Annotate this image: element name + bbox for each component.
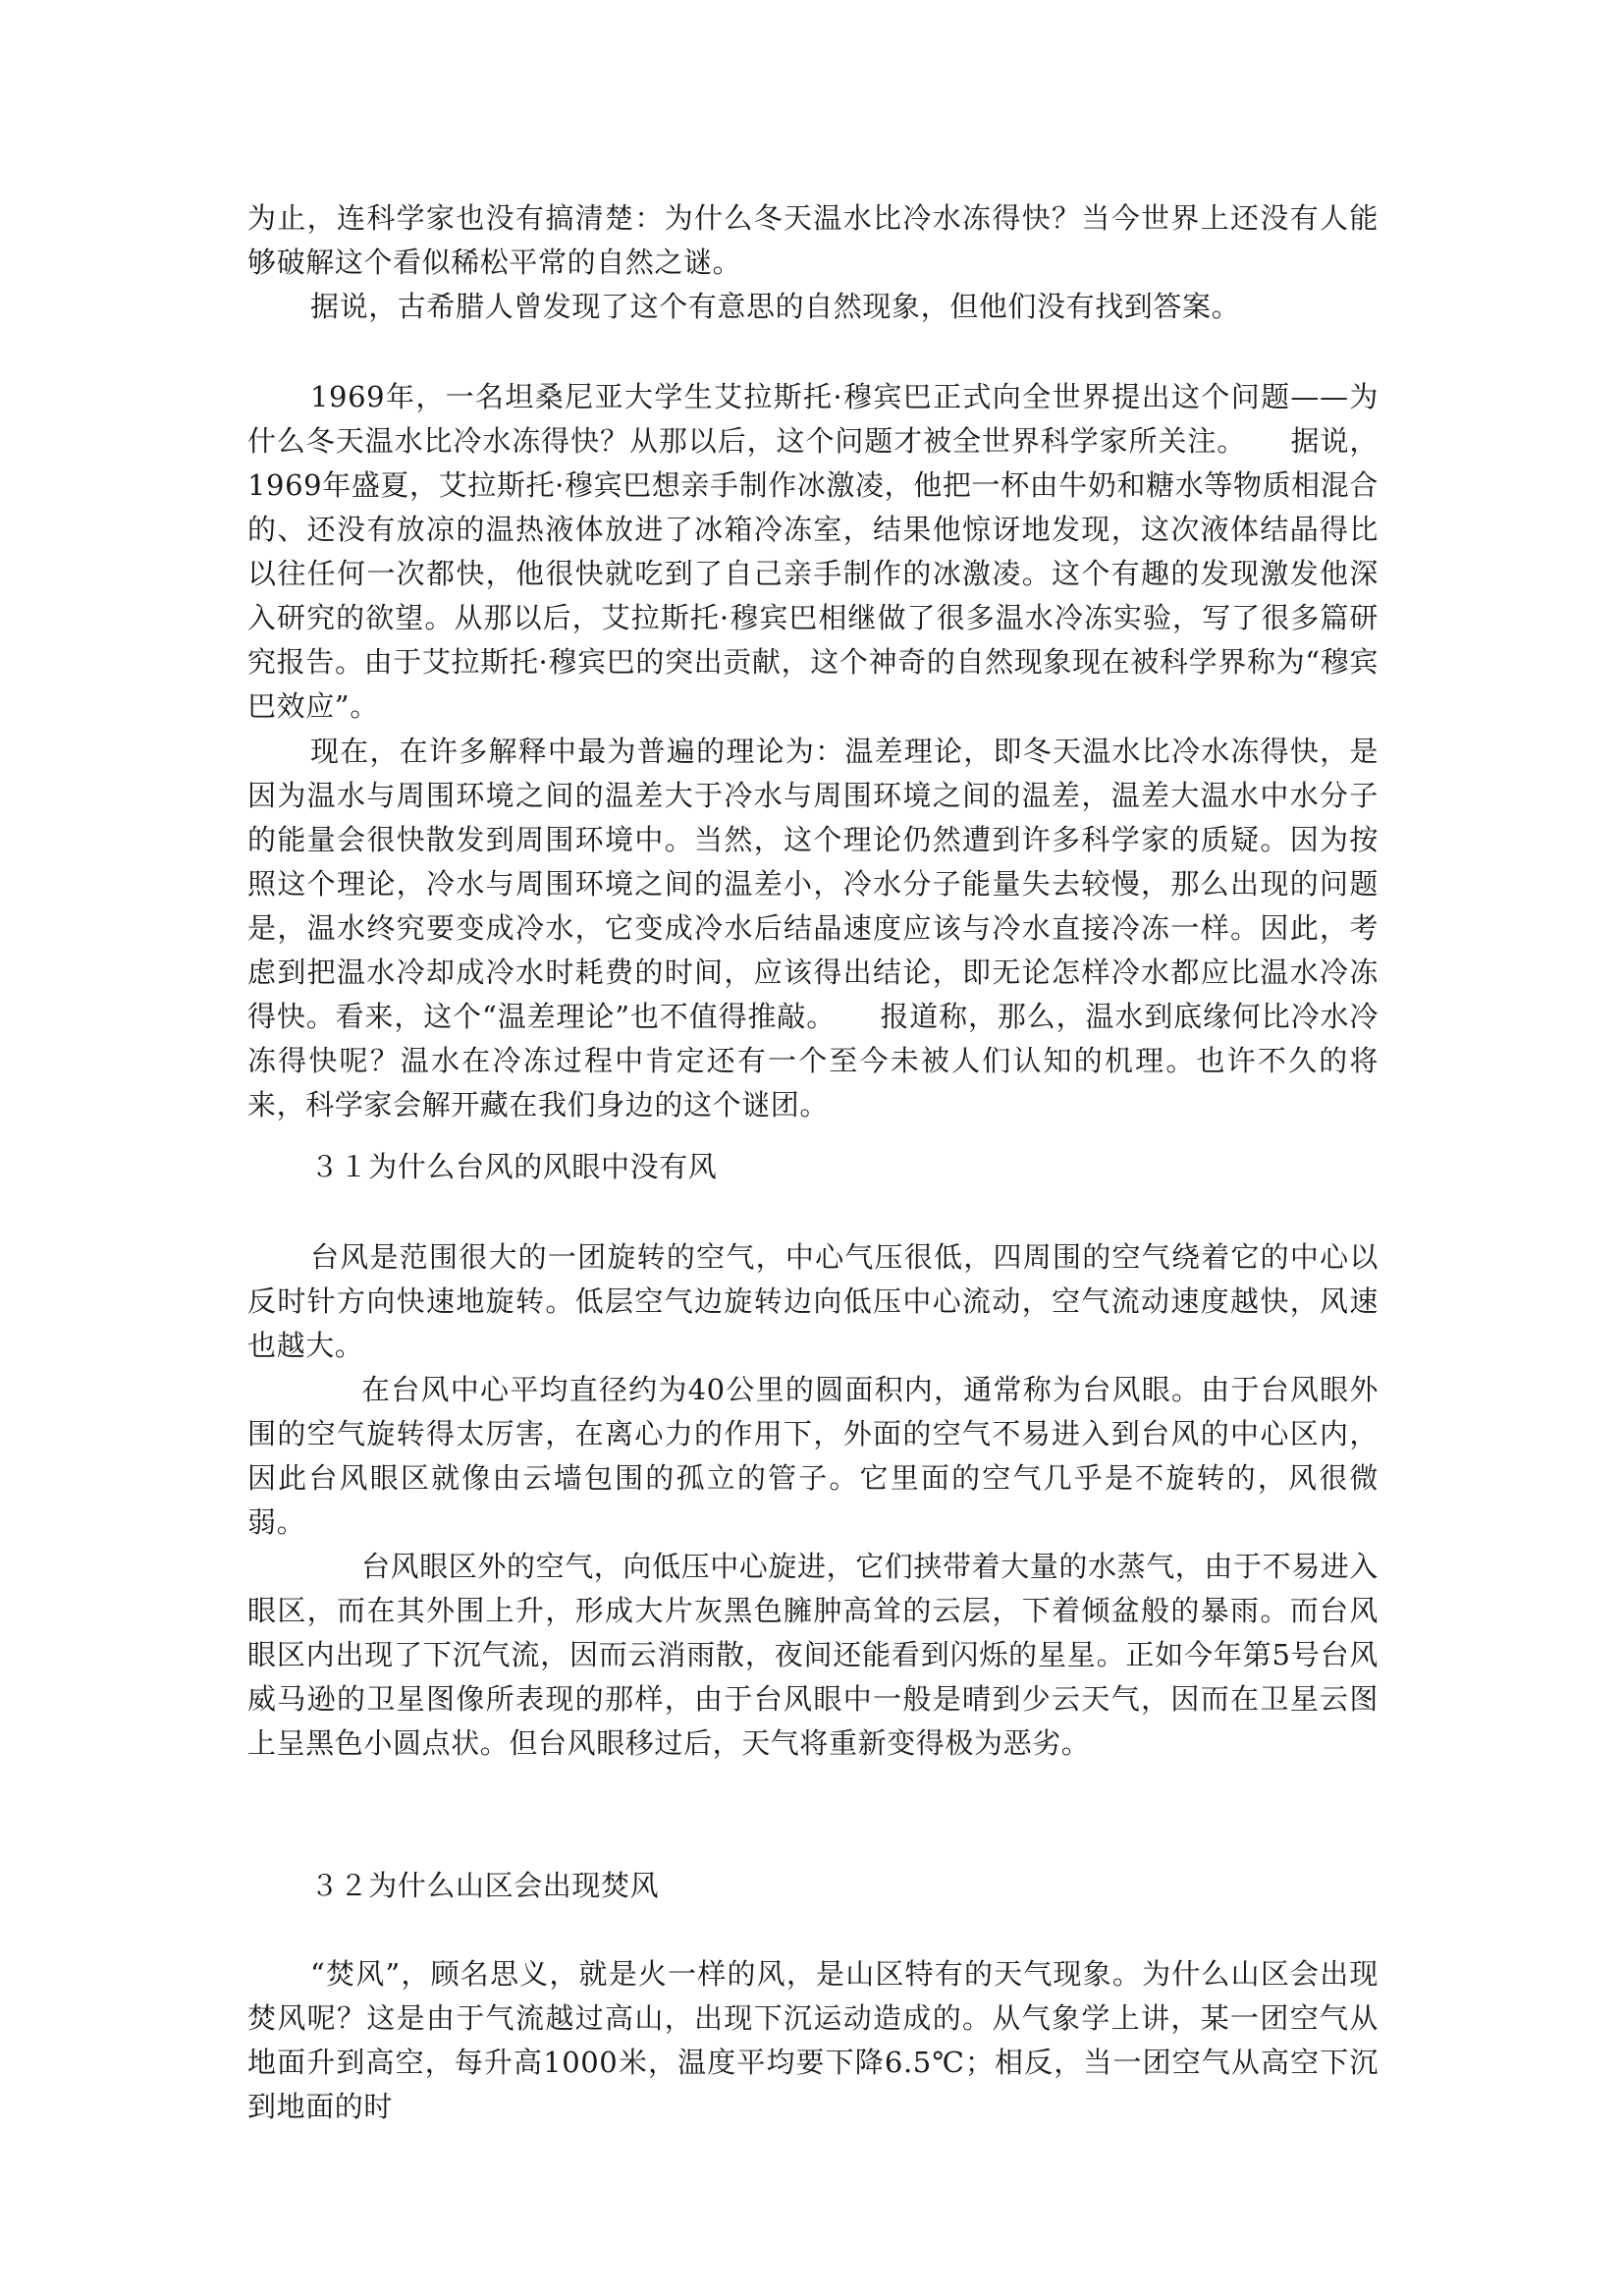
- paragraph-text: 1969年，一名坦桑尼亚大学生艾拉斯托·穆宾巴正式向全世界提出这个问题——为什么冬天温水比冷水冻得快？从那以后，这个问题才被全世界科学家所关注。 据说，1969年盛夏，艾拉斯托·穆宾巴想亲手制作冰激凌，他把一杯由牛奶和糖水等物质相混合的、还没有放凉的温热液体放进了冰箱冷冻室，结果他惊讶地发现，这次液体结晶得比以往任何一次都快，他很快就吃到了自己亲手制作的冰激凌。这个有趣的发现激发他深入研究的欲望。从那以后，艾拉斯托·穆宾巴相继做了很多温水冷冻实验，写了很多篇研究报告。由于艾拉斯托·穆宾巴的突出贡献，这个神奇的自然现象现在被科学界称为“穆宾巴效应”。: [247, 380, 1379, 723]
- paragraph-text: 在台风中心平均直径约为40公里的圆面积内，通常称为台风眼。由于台风眼外围的空气旋转得太厉害，在离心力的作用下，外面的空气不易进入到台风的中心区内，因此台风眼区就像由云墙包围的孤立的管子。它里面的空气几乎是不旋转的，风很微弱。: [247, 1373, 1379, 1539]
- paragraph-mpemba-1969: [247, 375, 1379, 729]
- paragraph-outside-eye: [247, 1545, 1379, 1766]
- section-heading-3-1: ３１为什么台风的风眼中没有风: [310, 1150, 718, 1183]
- paragraph-foehn-wind: [247, 1952, 1379, 2129]
- paragraph-text: “焚风”，顾名思义，就是火一样的风，是山区特有的天气现象。为什么山区会出现焚风呢？这是由于气流越过高山，出现下沉运动造成的。从气象学上讲，某一团空气从地面升到高空，每升高1000米，温度平均要下降6.5℃；相反，当一团空气从高空下沉到地面的时: [247, 1957, 1379, 2123]
- paragraph-text: 台风是范围很大的一团旋转的空气，中心气压很低，四周围的空气绕着它的中心以反时针方向快速地旋转。低层空气边旋转边向低压中心流动，空气流动速度越快，风速也越大。: [247, 1240, 1379, 1362]
- paragraph-text: 现在，在许多解释中最为普遍的理论为：温差理论，即冬天温水比冷水冻得快，是因为温水与周围环境之间的温差大于冷水与周围环境之间的温差，温差大温水中水分子的能量会很快散发到周围环境中。当然，这个理论仍然遭到许多科学家的质疑。因为按照这个理论，冷水与周围环境之间的温差小，冷水分子能量失去较慢，那么出现的问题是，温水终究要变成冷水，它变成冷水后结晶速度应该与冷水直接冷冻一样。因此，考虑到把温水冷却成冷水时耗费的时间，应该得出结论，即无论怎样冷水都应比温水冷冻得快。看来，这个“温差理论”也不值得推敲。 报道称，那么，温水到底缘何比冷水冷冻得快呢？温水在冷冻过程中肯定还有一个至今未被人们认知的机理。也许不久的将来，科学家会解开藏在我们身边的这个谜团。: [247, 735, 1379, 1121]
- paragraph-text: 为止，连科学家也没有搞清楚：为什么冬天温水比冷水冻得快？当今世界上还没有人能够破解这个看似稀松平常的自然之谜。: [247, 201, 1379, 279]
- paragraph-text: 台风眼区外的空气，向低压中心旋进，它们挟带着大量的水蒸气，由于不易进入眼区，而在其外围上升，形成大片灰黑色臃肿高耸的云层，下着倾盆般的暴雨。而台风眼区内出现了下沉气流，因而云消雨散，夜间还能看到闪烁的星星。正如今年第5号台风威马逊的卫星图像所表现的那样，由于台风眼中一般是晴到少云天气，因而在卫星云图上呈黑色小圆点状。但台风眼移过后，天气将重新变得极为恶劣。: [247, 1550, 1380, 1760]
- paragraph-continuation: [247, 196, 1379, 285]
- paragraph-ancient-greeks: [247, 285, 1379, 329]
- paragraph-text: 据说，古希腊人曾发现了这个有意思的自然现象，但他们没有找到答案。: [310, 290, 1241, 323]
- paragraph-typhoon-eye: [247, 1368, 1379, 1545]
- paragraph-temperature-theory: [247, 730, 1379, 1127]
- paragraph-typhoon-definition: [247, 1235, 1379, 1368]
- section-heading-3-2: ３２为什么山区会出现焚风: [310, 1869, 660, 1902]
